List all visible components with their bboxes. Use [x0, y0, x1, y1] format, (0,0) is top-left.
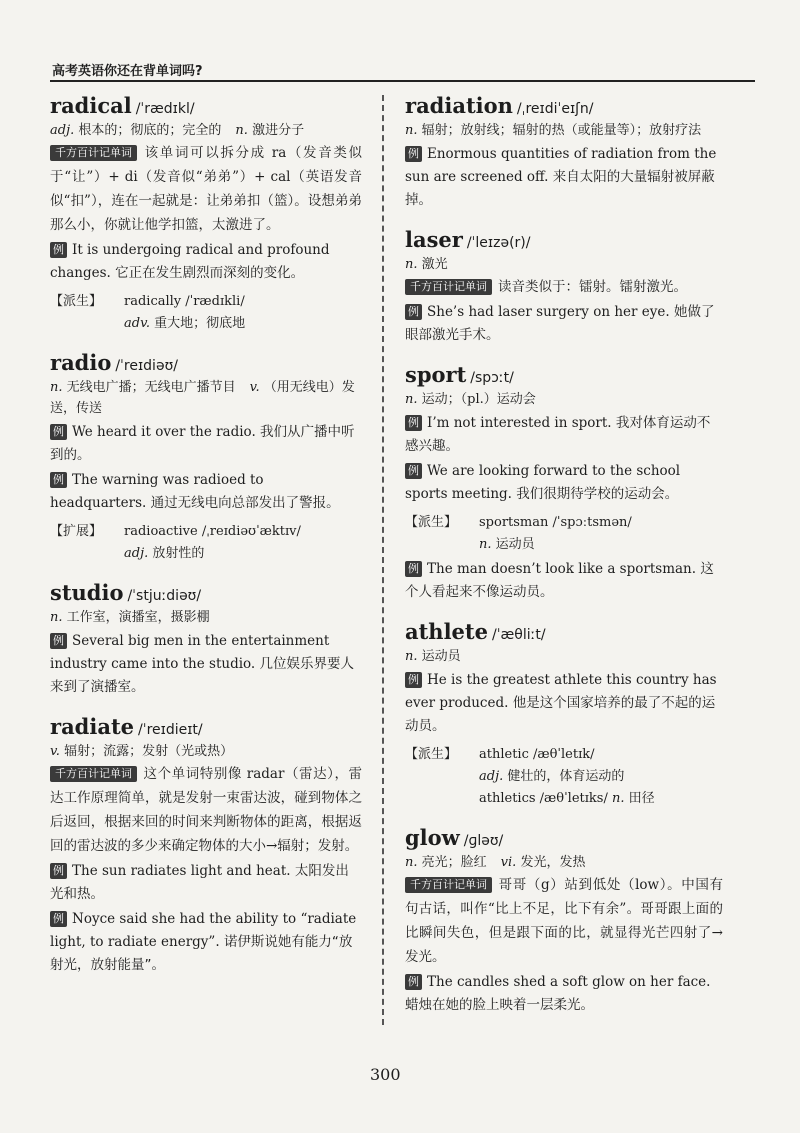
- memory-badge: 千方百计记单词: [50, 145, 137, 161]
- example: 例 He is the greatest athlete this country has ever produced. 他是这个国家培养的最了不起的运动员。: [405, 672, 717, 734]
- entry-studio: [50, 579, 362, 699]
- entry-athlete: [405, 618, 723, 810]
- example-badge: 例: [50, 633, 67, 649]
- example-badge: 例: [405, 561, 422, 577]
- phonetic: /ˈreɪdiəʊ/: [115, 358, 178, 374]
- phonetic: /ˈrædɪkl/: [135, 101, 195, 117]
- headword-line: [50, 579, 362, 607]
- right-column: [405, 92, 723, 1031]
- entry-radio: [50, 349, 362, 565]
- headword-line: [405, 361, 723, 389]
- memory-tip: 千方百计记单词 这个单词特别像 radar（雷达），雷达工作原理简单，就是发射一束雷达波，碰到物体之后返回，根据来回的时间来判断物体的距离，根据返回的雷达波的多少来确定物体的大小→辐射；发射。: [50, 766, 362, 854]
- derivative: 【派生】 radically /ˈrædɪkli/ adv. 重大地；彻底地: [50, 294, 246, 331]
- headword: sport: [405, 362, 467, 387]
- definition: n. 工作室，演播室，摄影棚: [50, 610, 210, 625]
- example-badge: 例: [405, 672, 422, 688]
- example-badge: 例: [50, 472, 67, 488]
- definition: v. 辐射；流露；发射（光或热）: [50, 744, 234, 759]
- entry-laser: [405, 226, 723, 347]
- example: 例 Several big men in the entertainment industry came into the studio. 几位娱乐界要人来到了演播室。: [50, 633, 355, 695]
- page-number: 300: [370, 1065, 401, 1084]
- memory-tip: 千方百计记单词 读音类似于：镭射。镭射激光。: [405, 275, 723, 299]
- headword-line: [405, 226, 723, 254]
- example: 例 The candles shed a soft glow on her face. 蜡烛在她的脸上映着一层柔光。: [405, 974, 711, 1013]
- headword: radio: [50, 350, 112, 375]
- headword: laser: [405, 227, 463, 252]
- example-badge: 例: [50, 242, 67, 258]
- example-badge: 例: [50, 911, 67, 927]
- example-badge: 例: [405, 304, 422, 320]
- headword: glow: [405, 825, 460, 850]
- column-divider: [382, 95, 384, 1025]
- entry-radiation: [405, 92, 723, 212]
- example: 例 The warning was radioed to headquarters. 通过无线电向总部发出了警报。: [50, 472, 340, 511]
- example: 例 Enormous quantities of radiation from the sun are screened off. 来自太阳的大量辐射被屏蔽掉。: [405, 146, 717, 208]
- left-column: [50, 92, 362, 991]
- entry-radiate: [50, 713, 362, 977]
- example-badge: 例: [50, 424, 67, 440]
- entry-radical: [50, 92, 362, 335]
- example: 例 It is undergoing radical and profound changes. 它正在发生剧烈而深刻的变化。: [50, 242, 330, 281]
- definition: adj. 根本的；彻底的；完全的 n. 激进分子: [50, 123, 305, 138]
- example-badge: 例: [405, 974, 422, 990]
- headword-line: [50, 92, 362, 120]
- book-title-header: 高考英语你还在背单词吗?: [52, 64, 203, 79]
- definition: n. 辐射；放射线；辐射的热（或能量等）；放射疗法: [405, 123, 702, 138]
- headword-line: [405, 92, 723, 120]
- derivative: 【派生】 athletic /æθˈletɪk/ adj. 健壮的，体育运动的 athletics /æθˈletɪks/ n. 田径: [405, 747, 655, 806]
- header-rule: [50, 80, 755, 82]
- phonetic: /spɔːt/: [470, 370, 514, 386]
- example-badge: 例: [50, 863, 67, 879]
- example: 例 We are looking forward to the school sports meeting. 我们很期待学校的运动会。: [405, 463, 681, 502]
- headword: athlete: [405, 619, 488, 644]
- headword: radical: [50, 93, 132, 118]
- definition: n. 运动员: [405, 649, 461, 664]
- headword: radiate: [50, 714, 134, 739]
- example-badge: 例: [405, 415, 422, 431]
- extension: 【扩展】 radioactive /ˌreɪdiəʊˈæktɪv/ adj. 放射性的: [50, 524, 301, 561]
- headword: studio: [50, 580, 124, 605]
- example-badge: 例: [405, 463, 422, 479]
- headword-line: [405, 618, 723, 646]
- example: 例 The man doesn’t look like a sportsman. 这个人看起来不像运动员。: [405, 561, 714, 600]
- phonetic: /ˈæθliːt/: [491, 627, 546, 643]
- entry-glow: [405, 824, 723, 1017]
- memory-tip: 千方百计记单词 哥哥（g）站到低处（low）。中国有句古话，叫作“比上不足，比下有余”。哥哥跟上面的比瞬间失色，但是跟下面的比，就显得光芒四射了→发光。: [405, 877, 723, 965]
- headword: radiation: [405, 93, 513, 118]
- example: 例 We heard it over the radio. 我们从广播中听到的。: [50, 424, 355, 463]
- derivative: 【派生】 sportsman /ˈspɔːtsmən/ n. 运动员: [405, 515, 632, 552]
- phonetic: /ˈreɪdieɪt/: [138, 722, 203, 738]
- phonetic: /ˈleɪzə(r)/: [466, 235, 531, 251]
- headword-line: [405, 824, 723, 852]
- entry-sport: [405, 361, 723, 604]
- example: 例 I’m not interested in sport. 我对体育运动不感兴趣。: [405, 415, 711, 454]
- definition: n. 无线电广播；无线电广播节目 v. （用无线电）发送，传送: [50, 380, 355, 416]
- definition: n. 亮光；脸红 vi. 发光，发热: [405, 855, 586, 870]
- definition: n. 激光: [405, 257, 448, 272]
- definition: n. 运动；（pl.）运动会: [405, 392, 536, 407]
- headword-line: [50, 349, 362, 377]
- phonetic: /ɡləʊ/: [463, 833, 504, 849]
- memory-badge: 千方百计记单词: [405, 877, 492, 893]
- example: 例 Noyce said she had the ability to “radiate light, to radiate energy”. 诺伊斯说她有能力“放射光，放射能量”。: [50, 911, 357, 973]
- phonetic: /ˈstjuːdiəʊ/: [127, 588, 202, 604]
- example-badge: 例: [405, 146, 422, 162]
- example: 例 She’s had laser surgery on her eye. 她做了眼部激光手术。: [405, 304, 715, 343]
- memory-tip: 千方百计记单词 该单词可以拆分成 ra（发音类似于“让”）+ di（发音似“弟弟”）+ cal（英语发音似“扣”），连在一起就是：让弟弟扣（篮）。设想弟弟那么小，你就让他学扣篮，太激进了。: [50, 145, 362, 233]
- memory-badge: 千方百计记单词: [405, 279, 492, 295]
- phonetic: /ˌreɪdiˈeɪʃn/: [516, 101, 594, 117]
- memory-badge: 千方百计记单词: [50, 766, 137, 782]
- headword-line: [50, 713, 362, 741]
- example: 例 The sun radiates light and heat. 太阳发出光和热。: [50, 863, 349, 902]
